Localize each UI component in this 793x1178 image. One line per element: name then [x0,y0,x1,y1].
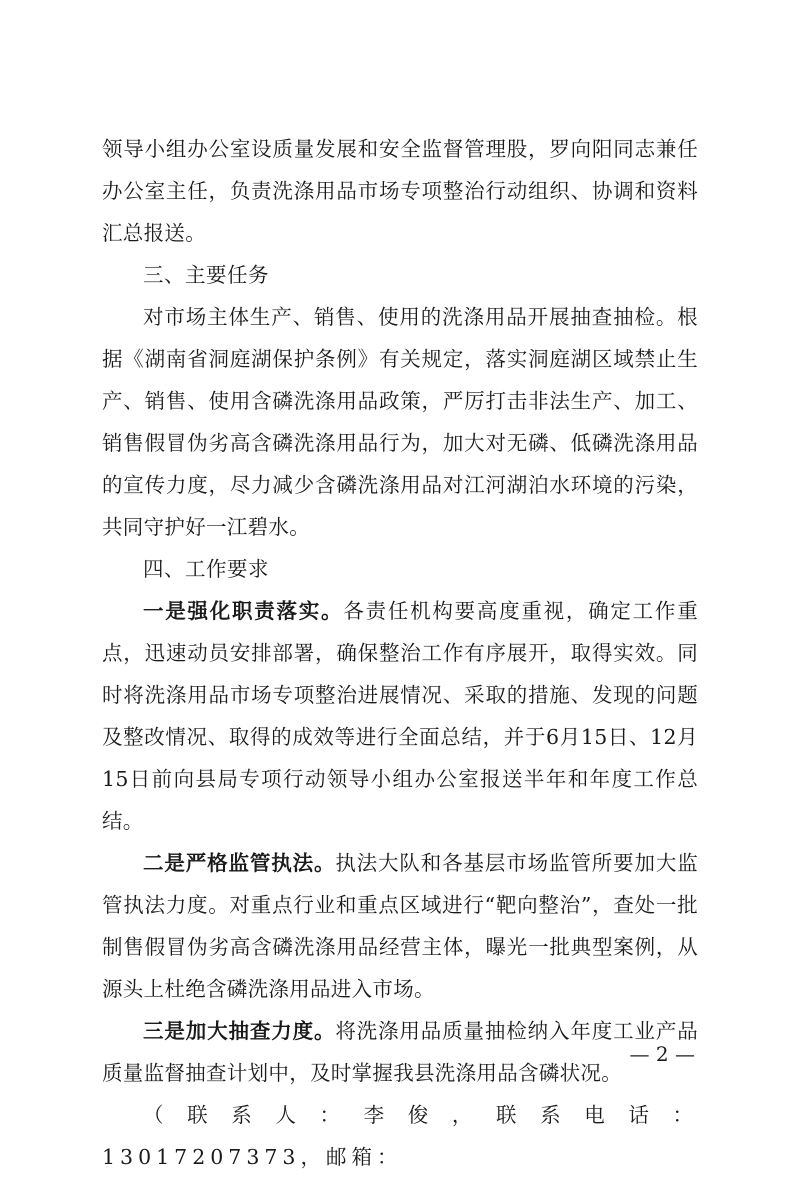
page-number: — 2 — [629,1042,695,1066]
paragraph-main-tasks: 对市场主体生产、销售、使用的洗涤用品开展抽查抽检。根据《湖南省洞庭湖保护条例》有关规定，落实洞庭湖区域禁止生产、销售、使用含磷洗涤用品政策，严厉打击非法生产、加工、销售假冒伪劣高含磷洗涤用品行为，加大对无磷、低磷洗涤用品的宣传力度，尽力减少含磷洗涤用品对江河湖泊水环境的污染，共同守护好一江碧水。 [102,305,698,539]
requirement-item-2-lead: 二是严格监管执法。 [143,851,336,875]
requirement-item-2 [102,842,698,1010]
requirement-item-3-lead: 三是加大抽查力度。 [143,1019,336,1043]
document-body [102,128,698,1178]
requirement-item-1-lead: 一是强化职责落实。 [143,599,344,623]
paragraph-office-setup: 领导小组办公室设质量发展和安全监督管理股，罗向阳同志兼任办公室主任，负责洗涤用品市场专项整治行动组织、协调和资料汇总报送。 [102,137,698,245]
section-heading-work-requirements: 四、工作要求 [143,557,269,581]
contact-line: （联系人：李俊，联系电话：13017207373，邮箱： [102,1103,698,1169]
requirement-item-2-body: 执法大队和各基层市场监管所要加大监管执法力度。对重点行业和重点区域进行“靶向整治”，查处一批制售假冒伪劣高含磷洗涤用品经营主体，曝光一批典型案例，从源头上杜绝含磷洗涤用品进入市场。 [102,851,698,1001]
requirement-item-1 [102,590,698,842]
requirement-item-3 [102,1010,698,1094]
requirement-item-1-body: 各责任机构要高度重视，确定工作重点，迅速动员安排部署，确保整治工作有序展开，取得实效。同时将洗涤用品市场专项整治进展情况、采取的措施、发现的问题及整改情况、取得的成效等进行全面总结，并于6月15日、12月15日前向县局专项行动领导小组办公室报送半年和年度工作总结。 [102,599,698,833]
requirement-item-3-body: 将洗涤用品质量抽检纳入年度工业产品质量监督抽查计划中，及时掌握我县洗涤用品含磷状况。 [102,1019,698,1085]
section-heading-main-tasks: 三、主要任务 [143,263,269,287]
